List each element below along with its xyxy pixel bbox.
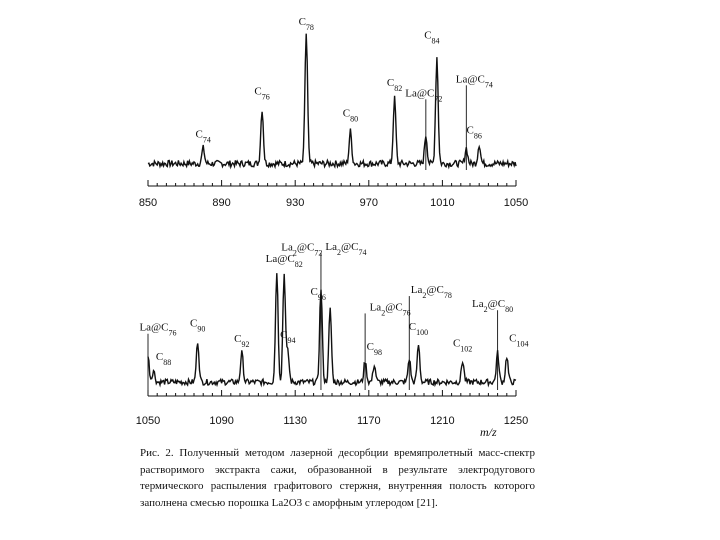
peak-label-c76: $C_{76}$ — [254, 85, 270, 101]
peak-label-c84: $C_{84}$ — [424, 29, 440, 45]
peak-label-la2-at-c72: $La_2@C_{72}$ — [281, 241, 323, 257]
peak-label-la-at-c72: $La@C_{72}$ — [405, 87, 443, 103]
x-tick-label: 1090 — [209, 415, 234, 427]
x-tick-label: 970 — [359, 197, 378, 209]
peak-label-c100: $C_{100}$ — [408, 321, 429, 337]
x-tick-label: 1170 — [356, 415, 381, 427]
x-tick-label: 1250 — [503, 415, 529, 427]
peak-label-c88: $C_{88}$ — [155, 350, 172, 367]
x-tick-label: 850 — [138, 197, 158, 209]
peak-label-la2-at-c80: $La_2@C_{80}$ — [472, 298, 514, 314]
x-tick-label: 890 — [212, 197, 231, 209]
peak-label-c96: $C_{96}$ — [310, 285, 326, 302]
peak-label-la2-at-c74: $La_2@C_{74}$ — [325, 240, 367, 257]
peak-label-c80: $C_{80}$ — [342, 107, 359, 123]
peak-label-c86: $C_{86}$ — [466, 124, 482, 140]
peak-label-c94: $C_{94}$ — [280, 329, 296, 345]
x-tick-label: 1210 — [430, 415, 455, 427]
x-axis-label: m/z — [480, 425, 497, 439]
peak-label-la-at-c74: $La@C_{74}$ — [455, 73, 493, 89]
spectrum-panel-bottom — [136, 241, 529, 439]
peak-label-c98: $C_{98}$ — [366, 340, 382, 357]
figure-caption: Рис. 2. Полученный методом лазерной десорбции времяпролетный масс-спектр растворимого экстракта сажи, образованной в результате электродугового термического распыления графитового стержня, внутренняя полость которого заполнена смесью порошка La2O3 с аморфным углеродом [21]. — [140, 447, 535, 509]
x-tick-label: 930 — [286, 197, 305, 209]
x-tick-label: 1130 — [283, 415, 308, 427]
peak-label-c102: $C_{102}$ — [452, 337, 473, 353]
peak-label-c90: $C_{90}$ — [190, 317, 206, 334]
x-tick-label: 1010 — [430, 197, 455, 209]
peak-label-la-at-c82: $La@C_{82}$ — [265, 252, 303, 269]
peak-label-c74: $C_{74}$ — [195, 128, 211, 144]
x-tick-label: 1050 — [135, 415, 161, 427]
peak-label-la-at-c76: $La@C_{76}$ — [139, 321, 177, 338]
x-tick-label: 1050 — [503, 197, 529, 209]
peak-label-c78: $C_{78}$ — [298, 15, 314, 32]
peak-label-c104: $C_{104}$ — [509, 332, 529, 349]
spectrum-trace — [148, 34, 516, 167]
peak-label-la2-at-c78: $La_2@C_{78}$ — [410, 284, 452, 300]
peak-label-la2-at-c76: $La_2@C_{76}$ — [369, 301, 411, 317]
peak-label-c92: $C_{92}$ — [234, 333, 250, 349]
peak-label-c82: $C_{82}$ — [386, 76, 403, 93]
spectrum-panel-top — [139, 16, 528, 209]
